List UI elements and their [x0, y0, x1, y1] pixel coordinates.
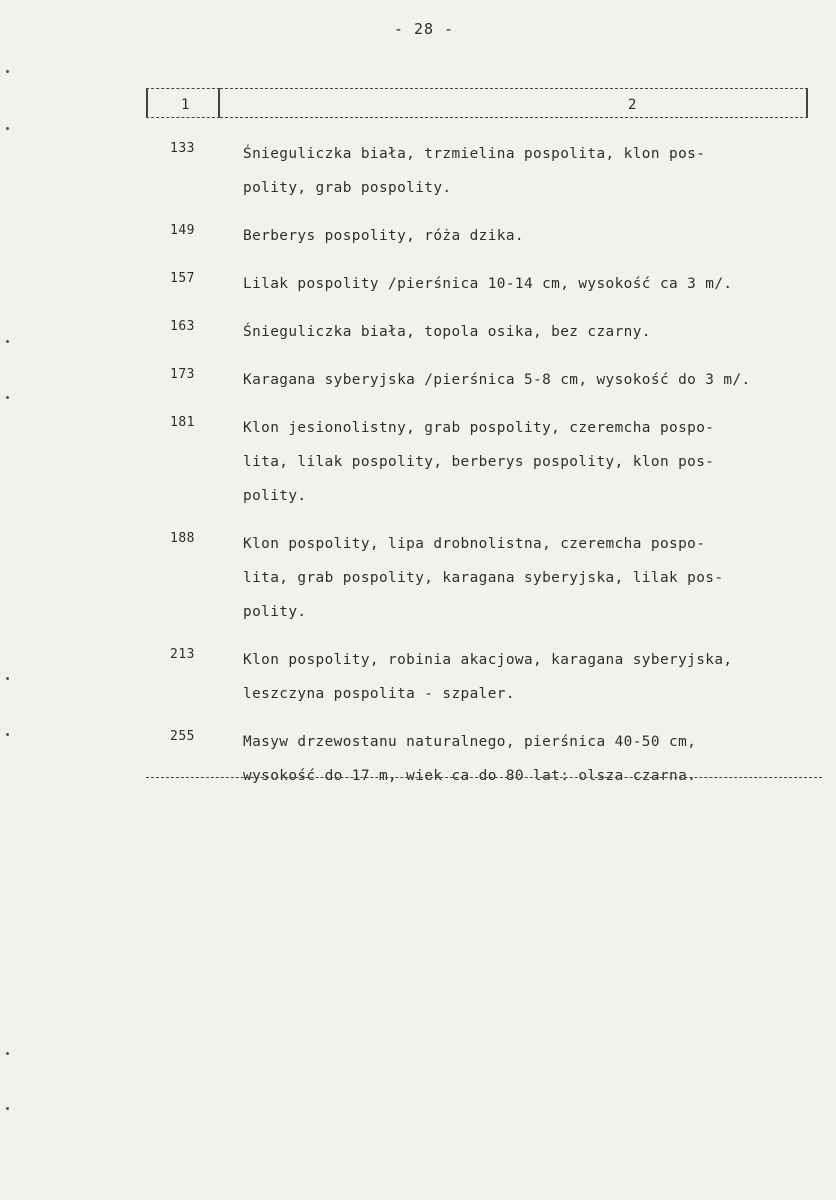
margin-mark: [6, 127, 9, 130]
table-row: [0, 725, 836, 793]
description-line: Lilak pospolity /pierśnica 10-14 cm, wysokość ca 3 m/.: [243, 276, 733, 292]
margin-mark: [6, 70, 9, 73]
description-line: leszczyna pospolita - szpaler.: [243, 686, 515, 702]
row-description: [243, 411, 833, 513]
description-line: Klon jesionolistny, grab pospolity, czeremcha pospo-: [243, 420, 715, 436]
table-row: [0, 219, 836, 253]
row-description: [243, 137, 833, 205]
description-line: polity, grab pospolity.: [243, 180, 452, 196]
description-line: Śnieguliczka biała, trzmielina pospolita, klon pos-: [243, 146, 706, 162]
description-line: lita, lilak pospolity, berberys pospolity, klon pos-: [243, 454, 715, 470]
description-line: Klon pospolity, lipa drobnolistna, czeremcha pospo-: [243, 536, 706, 552]
row-description: [243, 363, 833, 397]
description-line: polity.: [243, 488, 307, 504]
description-line: polity.: [243, 604, 307, 620]
row-number: 188: [170, 531, 195, 546]
table-row: [0, 267, 836, 301]
description-line: Berberys pospolity, róża dzika.: [243, 228, 524, 244]
description-line: Karagana syberyjska /pierśnica 5-8 cm, wysokość do 3 m/.: [243, 372, 751, 388]
row-description: [243, 643, 833, 711]
header-label-column-1: 1: [181, 97, 190, 113]
description-line: wysokość do 17 m, wiek ca do 80 lat: olsza czarna.: [243, 768, 697, 784]
row-number: 133: [170, 141, 195, 156]
margin-mark: [6, 396, 9, 399]
table-body: [0, 137, 836, 807]
row-number: 181: [170, 415, 195, 430]
margin-mark: [6, 340, 9, 343]
page-number: - 28 -: [393, 20, 455, 38]
table-row: [0, 527, 836, 629]
row-number: 157: [170, 271, 195, 286]
row-description: [243, 219, 833, 253]
row-number: 213: [170, 647, 195, 662]
table-row: [0, 315, 836, 349]
row-number: 163: [170, 319, 195, 334]
row-number: 173: [170, 367, 195, 382]
table-row: [0, 411, 836, 513]
row-description: [243, 315, 833, 349]
row-description: [243, 267, 833, 301]
header-cell-column-2: [220, 88, 808, 118]
table-header: [146, 88, 808, 118]
table-bottom-rule: [146, 777, 822, 778]
header-cell-column-1: [146, 88, 220, 118]
row-number: 255: [170, 729, 195, 744]
row-description: [243, 725, 833, 793]
margin-mark: [6, 1052, 9, 1055]
row-number: 149: [170, 223, 195, 238]
table-row: [0, 137, 836, 205]
margin-mark: [6, 677, 9, 680]
description-line: Klon pospolity, robinia akacjowa, karagana syberyjska,: [243, 652, 733, 668]
description-line: Śnieguliczka biała, topola osika, bez czarny.: [243, 324, 651, 340]
table-row: [0, 363, 836, 397]
description-line: lita, grab pospolity, karagana syberyjska, lilak pos-: [243, 570, 724, 586]
header-label-column-2: 2: [628, 97, 637, 113]
row-description: [243, 527, 833, 629]
table-row: [0, 643, 836, 711]
margin-mark: [6, 733, 9, 736]
margin-mark: [6, 1107, 9, 1110]
description-line: Masyw drzewostanu naturalnego, pierśnica 40-50 cm,: [243, 734, 697, 750]
